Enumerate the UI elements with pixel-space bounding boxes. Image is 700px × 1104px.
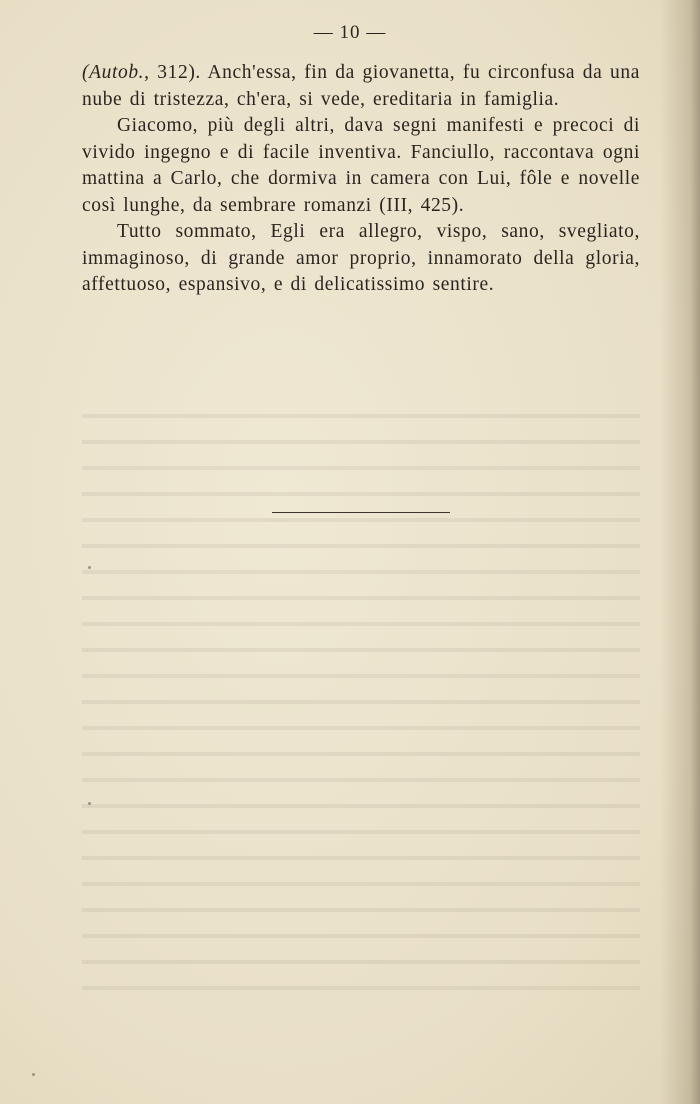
- paper-speck: [88, 566, 91, 569]
- paragraph-1-text: , 312). Anch'essa, fin da giovanetta, fu circonfusa da una nube di tristezza, ch'era, si vede, ereditaria in famiglia.: [82, 62, 640, 110]
- paper-speck: [88, 802, 91, 805]
- show-through-text: [82, 400, 640, 1000]
- paper-speck: [32, 1073, 35, 1076]
- section-end-rule: [272, 512, 450, 513]
- paragraph-1: [82, 60, 640, 113]
- citation: (Autob.: [82, 62, 145, 83]
- paragraph-3: Tutto sommato, Egli era allegro, vispo, sano, svegliato, immaginoso, di grande amor proprio, innamorato della gloria, affettuoso, espansivo, e di delicatissimo sentire.: [82, 221, 640, 295]
- page-number: — 10 —: [313, 22, 387, 43]
- paragraph-2: Giacomo, più degli altri, dava segni manifesti e precoci di vivido ingegno e di facile inventiva. Fanciullo, raccontava ogni mattina a Carlo, che dormiva in camera con Lui, fôle e novelle così lunghe, da sembrare romanzi (III, 425).: [82, 115, 640, 216]
- body-text: [82, 60, 640, 299]
